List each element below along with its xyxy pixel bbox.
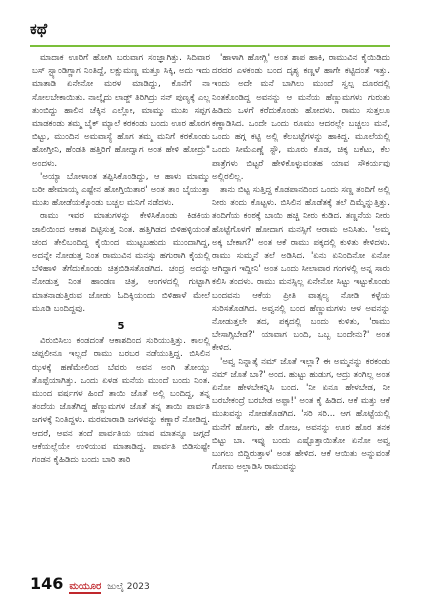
paragraph: ತಾನು ಬಿಟ್ಟ ಸುತ್ತಿದ್ದ ಕೊಡಪಾನದಿಂದ ಒಂದು ಸಣ್ಣ ತಂದಿಗೆ ಅಲ್ಲಿ ನೀರು ತಂದು ಕೊಟ್ಟಳು. ಬಿಸಿಲಿನ ಹೊಡೆತಕ್ಕೆ ತಲೆ ದಿಮ್ಮೆನ್ನುತ್ತಿತ್ತು. ತಂದಿಗೆಯ ಕಂಠಕ್ಕೆ ಬಾಯಿ ಹಚ್ಚಿ ನೀರು ಕುಡಿದ. ತಣ್ಣನೆಯ ನೀರು ಹೊಟ್ಟೆಗೊಳಗೆ ಹೋದಾಗ ಮನಸ್ಸಿಗೆ ಆರಾಮ ಅನಿಸಿತು. 'ಅಮ್ಮ ಅಕ್ಕ ಬೇಕಾಗ?' ಅಂತ ಆಕೆ ರಾಮು ಪಕ್ಕದಲ್ಲಿ ಕುಳಿತು ಕೇಳಿದಳು. ರಾಮು ಸುಮ್ಮನೆ ತಲೆ ಅಡಿಸಿದ. 'ಏನು ಏನಿಂದಿನೋ ಏನೋ ಆಗಿದ್ದಾಗ ಇದ್ದೀನಿ' ಅಂತ ಒಂದು ಸೀಲಾವಾರ ಗಂಗಳಲ್ಲಿ ಅನ್ನ ಸಾರು ಕಲಿಸಿ ತಂದಳು. ರಾಮು ಮನಸ್ಸಿಲ್ಲ ಏನೇನೋ ಸಿಟ್ಟು ಇಟ್ಟುಕೊಂಡು ಬಂದವನು ಆಕೆಯ ಪ್ರೀತಿ ವಾತ್ಸಲ್ಯ ನೋಡಿ ಕಳ್ಳೆಯ ಸುರಿಸತೊಡಗಿದ. ಅವ್ವನಲ್ಲಿ ಬಂದ ಹೆಣ್ಣುಮಗಳು ಆಳ ಅವನನ್ನು ನೋಡುತ್ತಲೇ ತದ, ಪಕ್ಕದಲ್ಲಿ ಬಂದು ಕುಳಿತು, 'ರಾಮು ಬೇಸಾಗ್ಸಿಬೇಡ?' ಯಾವಾಗ ಬಂದಿ, ಒಬ್ಬ ಬಂದೇನು?' ಅಂತ ಕೇಳಿದ. <box>212 185 390 354</box>
issue-date: ಜುಲೈ 2023 <box>107 582 150 592</box>
page-number: 146 <box>30 574 64 593</box>
header-divider <box>30 45 390 47</box>
section-label: ಕಥೆ <box>30 20 48 38</box>
paragraph: ವಿರುಬಿಸಿಲು ಕಂಡದಂತೆ ಆಕಾಶದಿಂದ ಸುರಿಯುತ್ತಿತ್ತು. ಕಾಲಲ್ಲಿ ಚಪ್ಪಲೀನೂ ಇಲ್ಲದೆ ರಾಮು ಬರಬರ ನಡೆಯುತ್ತಿದ್ದ. ಬಿಸಿಲಿನ ಝಳಕ್ಕೆ ಹಣೆಮೇಲಿಂದ ಬೆವರು ಅವನ ಅಂಗಿ ತೋಯ್ದು ತೊಪ್ಪೆಯಾಗಿತ್ತು. ಒಂದು ಏಳಡ ಮನೆಯ ಮುಂದೆ ಬಂದು ನಿಂತ. ಮುಂದ ವರ್ಷಗಳ ಹಿಂದೆ ತಾಯಿ ಜೊತೆ ಅಲ್ಲಿ ಬಂದಿದ್ದ, ತನ್ನ ತಂದೆಯ ಜೊತೆಗಿದ್ದ ಹೆಣ್ಣುಮಗಳ ಜೊತೆ ತನ್ನ ತಾಯಿ ಪಾರ್ವತಿ ಜಗಳಕ್ಕೆ ನಿಂತಿದ್ದಳು. ಮರಮಾರಾಡಿ ಜಗಳವನ್ನು ಕಣ್ಣಾರೆ ನೋಡಿದ್ದ. ಆದರೆ, ಆವನ ತಂದೆ ಪಾರ್ವತಿಯ ಯಾವ ಮಾತನ್ನೂ ಜಗ್ಗದೆ ಆಕೆಯಲ್ಲೆಯೇ ಉಳಿಯುವ ಮಾತಾಡಿದ್ದ. ಪಾರ್ವತಿ ಬಿಡಿಸುಷ್ಟೇ ಗಂಡನ ಕೈಹಿಡಿದು ಬಂದು ಬಾರಿ ತಾರಿ <box>32 336 210 466</box>
paragraph: ರಾಮು ಇವರ ಮಾತುಗಳನ್ನು ಕೇಳಿಸಿಕೊಂಡು ಕಿಡಕಿಯ ಜಾಲಿಯಿಂದ ಆಕಾಶ ದಿಟ್ಟಿಸುತ್ತ ನಿಂತ. ಹತ್ತಿಗಿಡದ ಬಿಳಿಹಳ್ಳಿಯಂತೆ ಚಂದ ತೇಲಿಬಂದಿದ್ದ ಕೈಯಿಂದ ಮುಟ್ಟಬಹುದು ಮುಂದಾಗಿದ್ದ, ಅದನ್ನೇ ನೋಡುತ್ತ ನಿಂತ ರಾಮುವಿನ ಮನಸ್ಸು ಹಗುರಾಗಿ ಕೈಯಲ್ಲಿ ಬೆಳಿಹಾಳಿ ತೆಗೆದುಕೊಂಡು ಚಿತ್ರಬಿಡಿಸತೊಡಗಿದ. ಚಂದ್ರ ಅದನ್ನು ನೋಡುತ್ತ ನಿಂತ ಹಾಂಡಣ ಚಿತ್ರ, ಆಂಗಳದಲ್ಲಿ ಗುಟ್ಟಾಗಿ ಮಾತನಾಡುತ್ತಿರುವ ಜೋಡು ಓದಿಕ್ಕಿಯಂದು ಬಿಳಿಹಾಳೆ ಮೇಲೆ ಮೂಡಿ ಬಂದಿದ್ದವು. <box>32 211 210 314</box>
page-header <box>0 0 422 52</box>
paragraph: 'ಅಯ್ಯಾ ಬೋಳಾಂತ ತಪ್ಪಿಸಿಕೊಂಡಿದ್ದು, ಆ ಹಾಳು ಮಾಮ್ಮು ಬರೀ ಹೇಮಾಯ್ಕ ಎಷ್ಟೇನ ಹೋಗ್ತಿಯಿತಾರ' ಅಂತ ತಾಂ ಬೈಯುತ್ತಾ ಮುಖ ಹೋಡೆಯಕ್ಕೊಂಡು ಬಚ್ಚಲ ಮನಿಗೆ ನಡೆದಳು. <box>32 171 210 209</box>
text-column-right <box>212 52 390 560</box>
paragraph: 'ಅವ್ವ ನಿನ್ನಾತ್ಕೆ ನಮ್ ಜೊತೆ ಇಲ್ಲಾ? ಈ ಅಮ್ಮನನ್ನು ಕರಕಂಡು ನಮ್ ಜೊತೆ ಬಾ?' ಅಂದ. ಹುಟ್ಟು ಹುಡುಗ, ಆದ್ರು ತಂಗಿಲ್ಲ ಅಂತ ಏನೋ ಹೇಳಬೇಕನ್ನಿಸಿ ಬಂದ. 'ನೀ ಏನೂ ಹೇಳಬೇಡ, ನೀ ಬರಬೇಕಂದ್ರೆ ಬರಬೇಡ ಅಪ್ಪಾ!' ಅಂತ ಕೈ ಹಿಡಿದ. ಆಕೆ ಮತ್ತು ಆಕೆ ಮುಖವನ್ನು ನೋಡತೊಡಗಿದ. 'ಸರಿ ಸರಿ... ಆಗ ಹೊಟ್ಟೆಯಲ್ಲಿ ಮನೆಗೆ ಹೋಗು, ಹೇ ರೋಜ, ಅವನನ್ನು ಊರ ಹೊರ ತನಕ ಬಿಟ್ಟು ಬಾ. ಇವ್ನು ಬಂದು ಎಷ್ಟೊತ್ತಾಯಿತೋ ಏನೋ ಅವ್ವ ಬುಗಲು ಬಿದ್ದಿರುತ್ತಾಳ' ಅಂತ ಹೇಳಿದ. ಆಕೆ ಆಯಿತು ಅನ್ನುವಂತೆ ಗೋಣು ಅಲ್ಲಾಡಿಸಿ ರಾಮುವನ್ನು <box>212 356 390 473</box>
paragraph: 'ಹಾಳಾಗಿ ಹೋಗ್ಲಿ' ಅಂತ ಶಾಪ ಹಾಕಿ, ರಾಮುವಿನ ಕೈಯಿಡಿದು ದರದರ ಎಳಕಂಡು ಬಂದ ದೃಶ್ಯ ಕಣ್ಣಳೆ ಹಾಗೇ ಕಟ್ಟಿದಂತೆ ಇತ್ತು. ಇಂದು ಅದೇ ಮನೆ ಬಾಗಿಲು ಮುಂದೆ ಸ್ವಲ್ಪ ದೂರದಲ್ಲಿ ನಿಂತಕೊಂಡಿದ್ದ ಅವನನ್ನು ಆ ಮನೆಯ ಹೆಣ್ಣುಮಗಳು ಗುರುತು ಹಿಡಿದು ಒಳಗೆ ಕರೆದುಕೊಂಡು ಹೋದಳು. ರಾಮು ಸುತ್ತಲೂ ಕಣ್ಣಾಡಿಸಿದ. ಒಂದೇ ಒಂದು ರೂಮು ಆದರಲ್ಲೇ ಬಚ್ಚಲು ಮನೆ, ಒಂದು ಹಗ್ಗ ಕಟ್ಟಿ ಅಲ್ಲಿ ಕೆಲಬಟ್ಟೆಗಳನ್ನು ಹಾಕಿದ್ದ. ಮೂಲೆಯಲ್ಲಿ ಒಂದು ಸೀಮೆಎಣ್ಣೆ ಸ್ಟೌ, ಮೂರು ಕೊಡ, ಚಿಕ್ಕ ಬಕೆಟು, ಕೆಲ ಪಾತ್ರೆಗಳು ಬಿಟ್ಟರೆ ಹೇಳಿಕೊಳ್ಳುವಂತಹ ಯಾವ ಸೌಕರ್ಯವು ಅಲ್ಲಿರಲಿಲ್ಲ. <box>212 53 390 182</box>
page-footer <box>30 574 150 593</box>
text-column-left <box>32 52 210 560</box>
magazine-logo: ಮಯೂರ <box>69 581 102 592</box>
section-number: 5 <box>117 321 125 333</box>
paragraph: ಮಾದಾಕ ಊರಿಗೆ ಹೋಗಿ ಬರುವಾಗ ಸಂಜ್ಞಾಗಿತ್ತು. ಸಿದಿವಾರ ಬಸ್ ಸ್ಟ್ಯಾಂಡಿಗ್ಣಾಗ ನಿಂತಿದ್ದೆ, ಲಕ್ಷುಮಣ್ಣ ಮತ್ತೂ ಸಿಕ್ಕಿ, ಅದು ಇದು ಮಾತಾಡಿ ಏನೇನೋ ಮರಳ ಮಾಡಿದ್ದು, ಕೊನೆಗೆ ನಾ ಸೋಲಬೇಕಾಯಿತು. ನಾಲ್ಕೈದು ಲಾಡ್ಜ್ ತಿರಿಗಿದ್ರು ನನ್ ಪುಣ್ಯಕ್ಕೆ ಎಲ್ಲ ತುಂಬಿದ್ದು ಹಾಲಿನ ಚೆಕ್ಕಿನ ಎಲ್ಲೋ, ಮಾಮ್ಮು ಮುಖ ಸಪ್ಪಗ ಮಾಡಕಂಡು ತಮ್ಮ ಬೈಕ್ ಮ್ಯಾಲೆ ಕರಕಂಡು ಬಂದು ಊರ ಹೊರಗ ಬಿಟ್ಟು, ಮುಂದಿನ ಅಮವಾಸ್ಯೆ ಹೊಗ ತಮ್ಮ ಮನಿಗೆ ಕರಕೊಂಡು ಹೋಗ್ತೀನಿ, ಹೆಂಡತಿ ಹತ್ತಿರಿಗೆ ಹೋದ್ವಾಗ ಅಂತ ಹೇಳಿ ಹೋದ್ರು" ಅಂದಳು. <box>32 53 210 169</box>
